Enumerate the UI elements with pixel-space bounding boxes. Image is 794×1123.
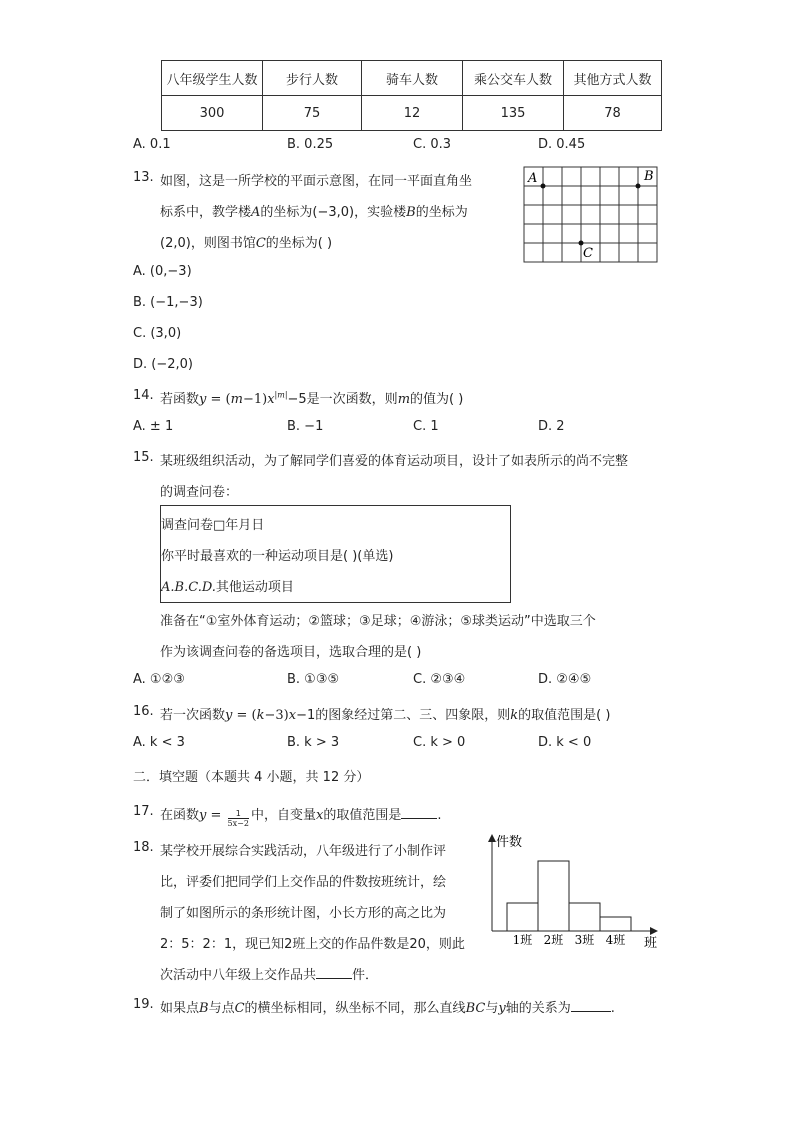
box-line3: A.B.C.D.其他运动项目 (161, 580, 294, 595)
point-b (636, 184, 641, 189)
box-line2: 你平时最喜欢的一种运动项目是( )(单选) (161, 549, 394, 564)
bar-4 (600, 917, 631, 931)
label-b: B (644, 169, 654, 184)
q13-line1: 如图，这是一所学校的平面示意图，在同一平面直角坐 (160, 174, 473, 189)
survey-table (161, 60, 662, 131)
q12-option-c: C. 0.3 (413, 137, 452, 152)
q13-option-a: A. (0,−3) (133, 264, 192, 279)
q18-answer-blank[interactable] (316, 965, 352, 979)
q16-number: 16. (133, 704, 154, 719)
point-a (541, 184, 546, 189)
table-header-cell: 步行人数 (263, 61, 362, 96)
table-header-cell: 八年级学生人数 (162, 61, 263, 96)
q16-option-c: C. k > 0 (413, 735, 466, 750)
box-line1: 调查问卷□年月日 (161, 518, 265, 533)
q16-option-b: B. k > 3 (287, 735, 340, 750)
table-header-cell: 骑车人数 (362, 61, 463, 96)
label-c: C (583, 246, 593, 261)
q16-option-d: D. k < 0 (538, 735, 592, 750)
table-value-row (162, 96, 662, 131)
q13-option-b: B. (−1,−3) (133, 295, 203, 310)
table-cell: 300 (162, 96, 263, 131)
bar-2 (538, 861, 569, 931)
section-heading: 二．填空题（本题共 4 小题，共 12 分） (133, 770, 370, 785)
q18-line1: 某学校开展综合实践活动，八年级进行了小制作评 (160, 844, 447, 859)
q13-number: 13. (133, 170, 154, 185)
q14-option-a: A. ± 1 (133, 419, 174, 434)
q17-text: 在函数y = $\frac{1}{5x-2}$ 中，自变量x的取值范围是 . (160, 804, 441, 828)
q15-line4: 作为该调查问卷的备选项目，选取合理的是( ) (160, 645, 422, 660)
q14-number: 14. (133, 388, 154, 403)
questionnaire-box (160, 505, 511, 603)
q12-option-a: A. 0.1 (133, 137, 171, 152)
y-axis-label: 件数 (496, 835, 523, 850)
q16-option-a: A. k < 3 (133, 735, 185, 750)
q15-option-a: A. ①②③ (133, 672, 185, 687)
table-cell: 135 (463, 96, 564, 131)
x-axis-label: 班 (644, 936, 658, 951)
point-c (579, 241, 584, 246)
x-tick-label: 4班 (605, 933, 626, 947)
q18-line3: 制了如图所示的条形统计图，小长方形的高之比为 (160, 906, 447, 921)
q18-line5: 次活动中八年级上交作品共 件． (160, 964, 378, 983)
x-tick-label: 2班 (543, 933, 564, 947)
bar-chart (482, 832, 664, 954)
table-header-row (162, 61, 662, 96)
q19-answer-blank[interactable] (571, 998, 611, 1012)
q18-number: 18. (133, 840, 154, 855)
q15-option-b: B. ①③⑤ (287, 672, 340, 687)
q15-line2: 的调查问卷： (160, 485, 239, 500)
q14-text: 若函数$y = (m-1)x^{|m|}-5$是一次函数，则m的值为( ) (160, 390, 464, 407)
fraction: $\frac{1}{5x-2}$ (227, 809, 249, 828)
q19-number: 19. (133, 997, 154, 1012)
bar-1 (507, 903, 538, 931)
table-cell: 75 (263, 96, 362, 131)
q15-option-c: C. ②③④ (413, 672, 466, 687)
table-cell: 12 (362, 96, 463, 131)
q18-line4: 2：5：2：1，现已知2班上交的作品件数是20，则此 (160, 937, 465, 952)
q17-answer-blank[interactable] (401, 805, 437, 819)
q14-option-d: D. 2 (538, 419, 565, 434)
q12-option-b: B. 0.25 (287, 137, 334, 152)
q16-text: 若一次函数y = (k−3)x−1的图象经过第二、三、四象限，则k的取值范围是( ) (160, 708, 611, 723)
q13-option-d: D. (−2,0) (133, 357, 193, 372)
q15-number: 15. (133, 450, 154, 465)
bar-3 (569, 903, 600, 931)
table-cell: 78 (564, 96, 662, 131)
q13-option-c: C. (3,0) (133, 326, 182, 341)
table-header-cell: 其他方式人数 (564, 61, 662, 96)
q14-option-b: B. −1 (287, 419, 324, 434)
q15-line1: 某班级组织活动，为了解同学们喜爱的体育运动项目，设计了如表所示的尚不完整 (160, 454, 629, 469)
q19-text: 如果点B与点C的横坐标相同，纵坐标不同，那么直线BC与y轴的关系为 . (160, 997, 615, 1016)
q18-line2: 比，评委们把同学们上交作品的件数按班统计，绘 (160, 875, 447, 890)
label-a: A (528, 171, 538, 186)
x-tick-label: 3班 (574, 933, 595, 947)
q12-option-d: D. 0.45 (538, 137, 586, 152)
q15-option-d: D. ②④⑤ (538, 672, 592, 687)
q17-number: 17. (133, 804, 154, 819)
q14-option-c: C. 1 (413, 419, 439, 434)
q15-line3: 准备在“①室外体育运动；②篮球；③足球；④游泳；⑤球类运动”中选取三个 (160, 614, 596, 629)
q13-line2: 标系中，教学楼A的坐标为(−3,0)，实验楼B的坐标为 (160, 205, 468, 220)
x-tick-label: 1班 (512, 933, 533, 947)
table-header-cell: 乘公交车人数 (463, 61, 564, 96)
q13-line3: (2,0)，则图书馆C的坐标为( ) (160, 236, 333, 251)
school-map-grid (520, 164, 662, 264)
